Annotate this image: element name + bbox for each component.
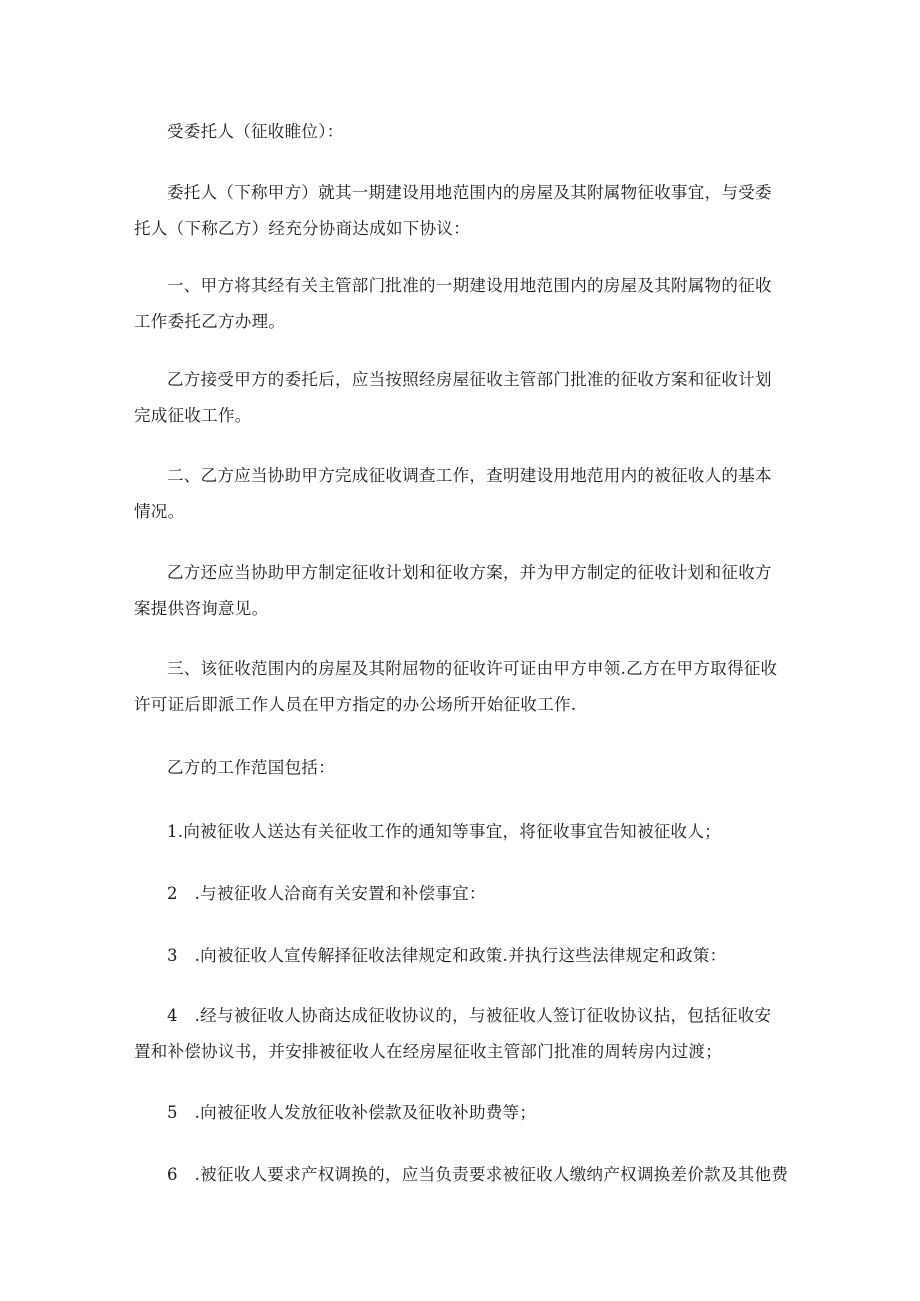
text-line: 托人（下称乙方）经充分协商达成如下协议：: [134, 219, 470, 238]
text-line: 情况。: [134, 502, 185, 521]
paragraph-entrusted-party: [134, 114, 794, 150]
paragraph-clause-2: [134, 458, 794, 530]
paragraph-intro: [134, 175, 794, 247]
paragraph-clause-2b: [134, 555, 794, 627]
paragraph-scope-item-1: [134, 814, 794, 850]
paragraph-scope-heading: [134, 750, 794, 786]
paragraph-clause-1b: [134, 362, 794, 434]
text-line: 乙方还应当协助甲方制定征收计划和征收方案，并为甲方制定的征收计划和征收方: [167, 563, 772, 582]
paragraph-scope-item-2: [134, 876, 794, 912]
text-line: 案提供咨询意见。: [134, 599, 269, 618]
paragraph-scope-item-5: [134, 1095, 794, 1131]
text-line: 2 .与被征收人洽商有关安置和补偿事宜：: [167, 884, 486, 903]
text-line: 许可证后即派工作人员在甲方指定的办公场所开始征收工作.: [134, 695, 577, 714]
text-line: 6 .被征收人要求产权调换的，应当负责要求被征收人缴纳产权调换差价款及其他费: [167, 1165, 789, 1184]
paragraph-scope-item-6: [134, 1157, 794, 1193]
text-line: 5 .向被征收人发放征收补偿款及征收补助费等；: [167, 1103, 537, 1122]
text-line: 乙方的工作范国包括：: [167, 758, 335, 777]
text-line: 乙方接受甲方的委托后，应当按照经房屋征收主管部门批准的征收方案和征收计划: [167, 370, 772, 389]
text-line: 三、该征收范围内的房屋及其附屈物的征收许可证由甲方申领.乙方在甲方取得征收: [167, 659, 778, 678]
paragraph-scope-item-3: [134, 938, 794, 974]
text-line: 完成征收工作。: [134, 406, 252, 425]
text-line: 委托人（下称甲方）就其一期建设用地范围内的房屋及其附属物征收事宜，与受委: [167, 183, 772, 202]
text-line: 4 .经与被征收人协商达成征收协议的，与被征收人签订征收协议拈，包括征收安: [167, 1006, 772, 1025]
paragraph-scope-item-4: [134, 998, 794, 1070]
text-line: 工作委托乙方办理。: [134, 312, 286, 331]
text-line: 1.向被征收人送达有关征收工作的通知等事宜，将征收事宜告知被征收人；: [167, 822, 721, 841]
text-line: 一、甲方将其经有关主管部门批准的一期建设用地范围内的房屋及其附属物的征收: [167, 276, 772, 295]
paragraph-clause-3: [134, 651, 794, 723]
text-line: 二、乙方应当协助甲方完成征收调查工作，查明建设用地范用内的被征收人的基本: [167, 466, 772, 485]
paragraph-clause-1: [134, 268, 794, 340]
text-line: 受委托人（征收睢位）：: [167, 122, 344, 141]
text-line: 置和补偿协议书，并安排被征收人在经房屋征收主管部门批准的周转房内过渡；: [134, 1042, 722, 1061]
text-line: 3 .向被征收人宣传解择征收法律规定和政策.并执行这些法律规定和政策：: [167, 946, 727, 965]
